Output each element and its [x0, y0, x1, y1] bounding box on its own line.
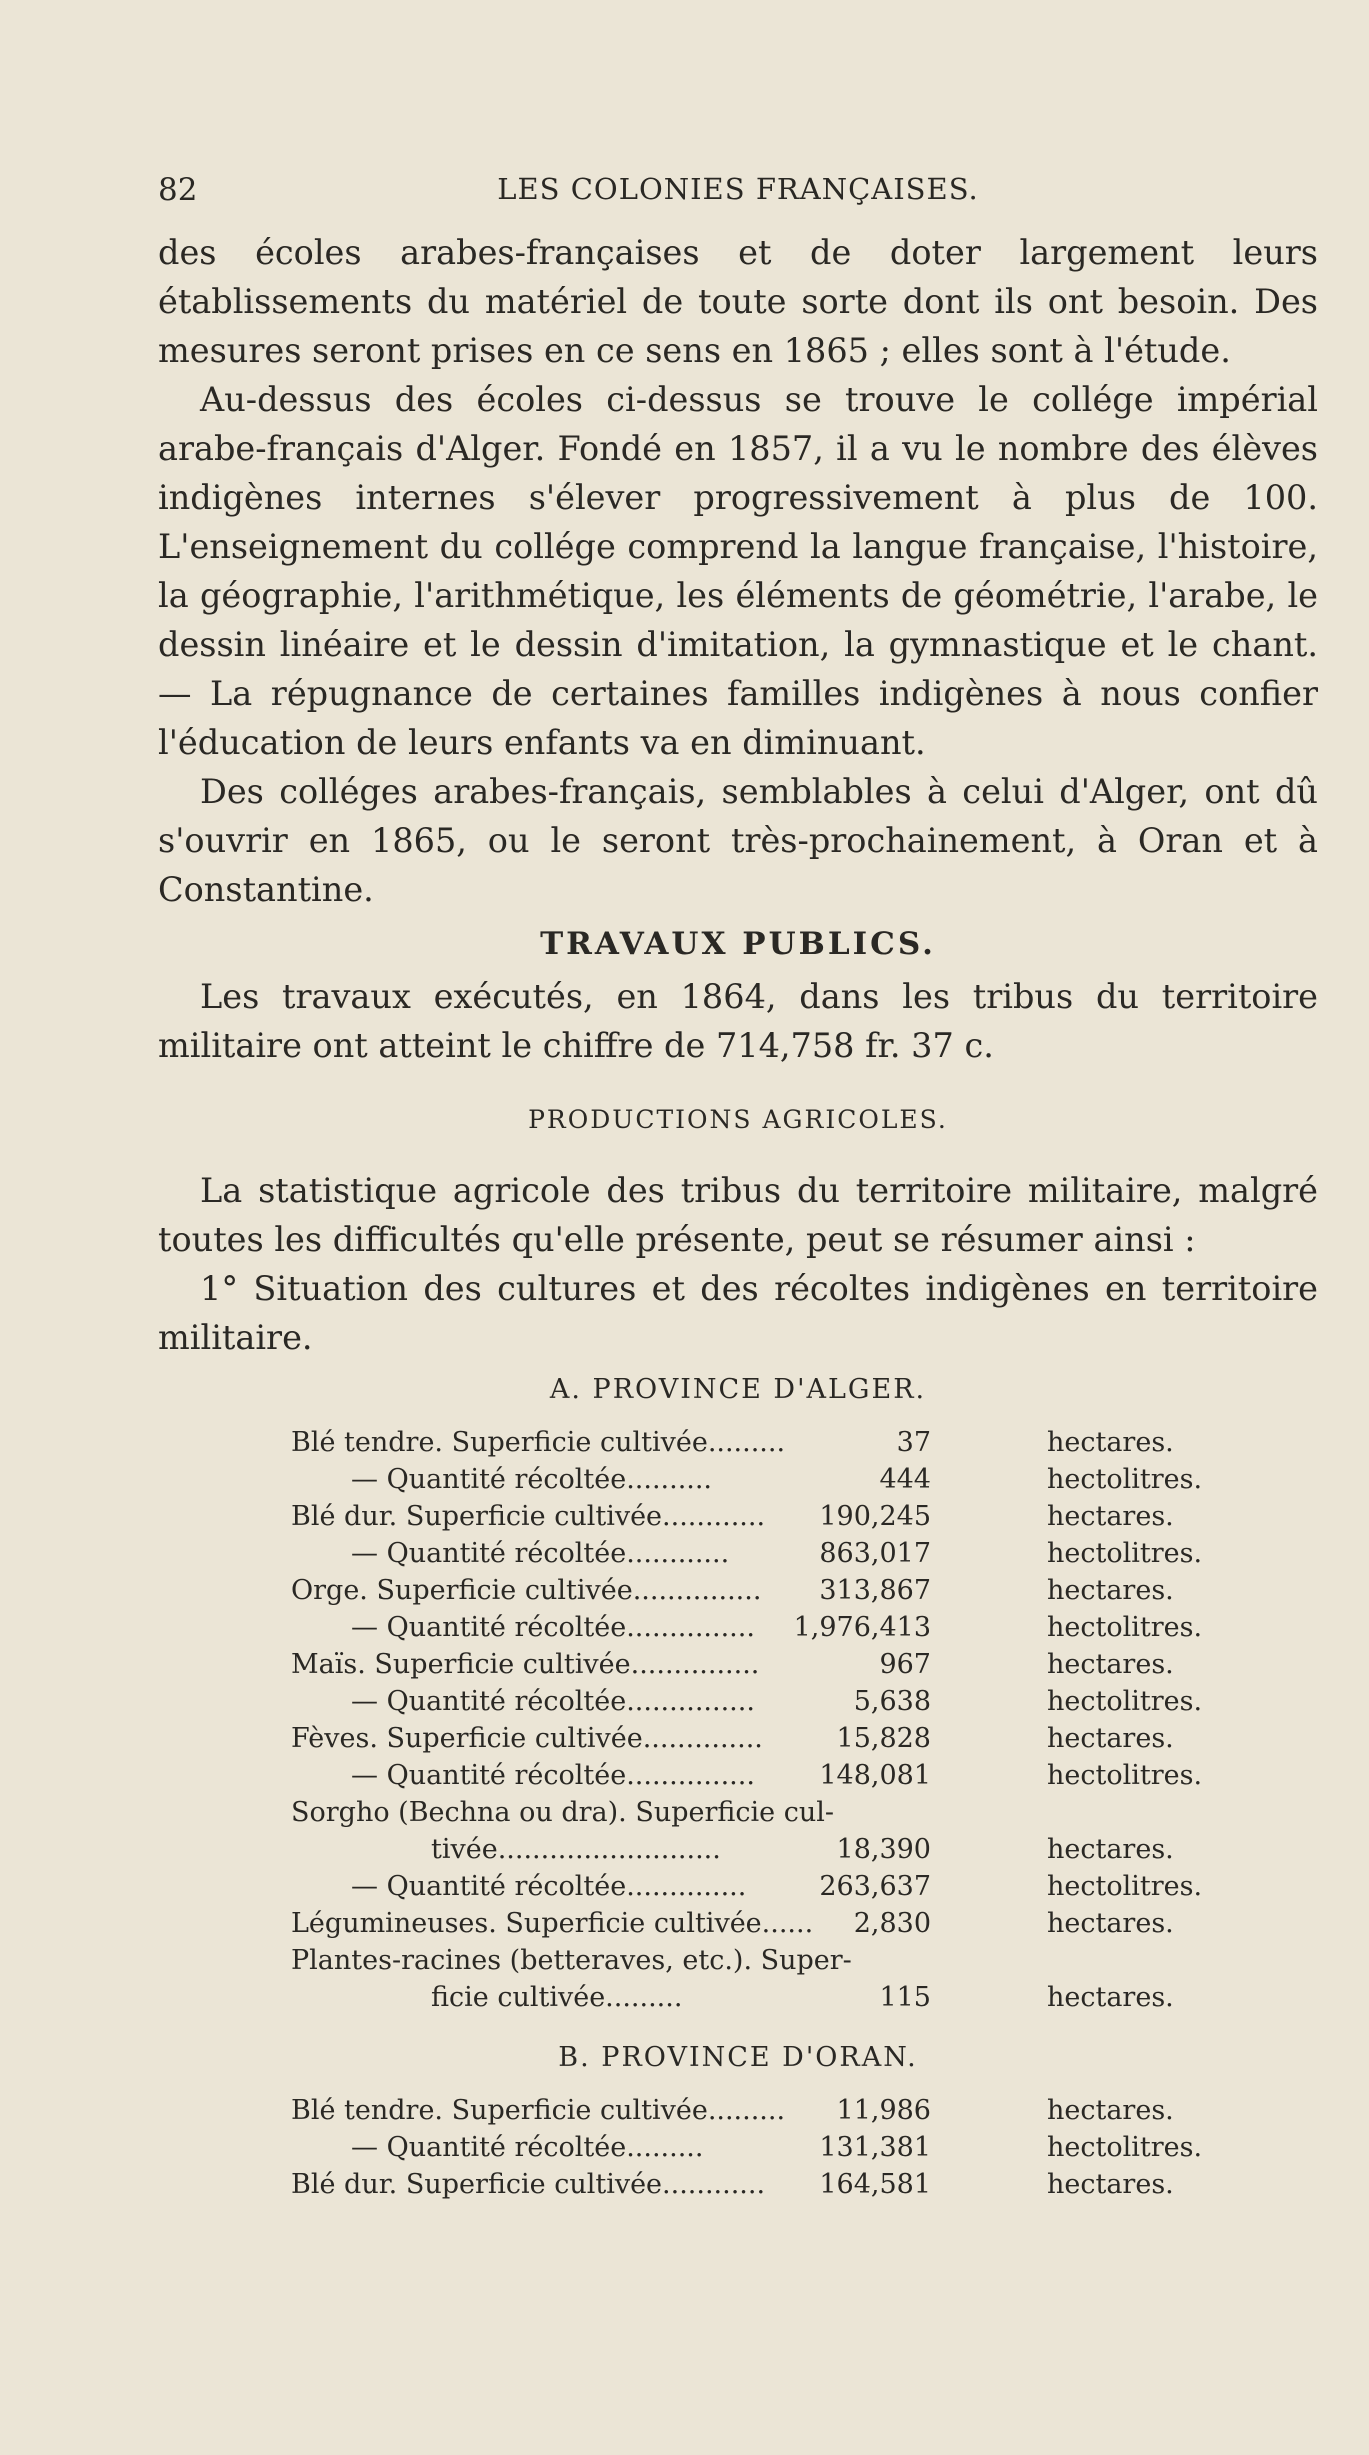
- row-label: [291, 1498, 871, 1535]
- row-label-text: — Quantité récoltée...............: [351, 1686, 755, 1717]
- table-row: [291, 2092, 1231, 2129]
- row-value: 1,976,413: [793, 1612, 931, 1643]
- section-title-productions: PRODUCTIONS AGRICOLES.: [528, 1105, 948, 1134]
- row-unit: hectares.: [1047, 1723, 1174, 1754]
- running-head: LES COLONIES FRANÇAISES.: [497, 172, 979, 206]
- row-unit: hectares.: [1047, 1649, 1174, 1680]
- table-row: [291, 1683, 1231, 1720]
- row-unit: hectolitres.: [1047, 2132, 1203, 2163]
- table-row: [291, 2166, 1231, 2203]
- row-label: [291, 1461, 931, 1498]
- table-row: [291, 1905, 1231, 1942]
- province-title-alger: A. PROVINCE D'ALGER.: [549, 1374, 927, 1405]
- paragraph: des écoles arabes-françaises et de doter largement leurs établissements du matériel de toute sorte dont ils ont besoin. Des mesures seront prises en ce sens en 1865 ; elles sont à l'étude.: [158, 233, 1318, 370]
- table-row: [291, 1868, 1231, 1905]
- table-row: [291, 1646, 1231, 1683]
- row-label: [291, 1646, 871, 1683]
- row-value: 11,986: [836, 2095, 931, 2126]
- row-label-continuation: ficie cultivée.........: [431, 1982, 683, 2013]
- row-unit: hectolitres.: [1047, 1464, 1203, 1495]
- paragraph: Les travaux exécutés, en 1864, dans les tribus du territoire militaire ont atteint le chiffre de 714,758 fr. 37 c.: [158, 977, 1318, 1065]
- row-unit: hectares.: [1047, 1982, 1174, 2013]
- row-value: 148,081: [819, 1760, 931, 1791]
- row-label: [291, 1942, 871, 2016]
- row-value: 863,017: [819, 1538, 931, 1569]
- row-label: [291, 2092, 871, 2129]
- row-label-text: Légumineuses. Superficie cultivée......: [291, 1908, 814, 1939]
- table-row: [291, 2129, 1231, 2166]
- row-label: [291, 1794, 871, 1868]
- row-value: 115: [879, 1982, 931, 2013]
- row-unit: hectares.: [1047, 1575, 1174, 1606]
- row-unit: hectares.: [1047, 2169, 1174, 2200]
- row-label-text: Fèves. Superficie cultivée..............: [291, 1723, 763, 1754]
- table-row: [291, 1424, 1231, 1461]
- row-value: 967: [879, 1649, 931, 1680]
- table-row: [291, 1942, 1231, 2016]
- row-label-text: Blé dur. Superficie cultivée............: [291, 2169, 766, 2200]
- row-unit: hectares.: [1047, 1501, 1174, 1532]
- row-label-text: Blé dur. Superficie cultivée............: [291, 1501, 766, 1532]
- paragraph: 1° Situation des cultures et des récoltes indigènes en territoire militaire.: [158, 1269, 1318, 1357]
- row-label-text: — Quantité récoltée...............: [351, 1760, 755, 1791]
- page-header: [158, 172, 1318, 212]
- page-body: [158, 228, 1318, 2203]
- table-row: [291, 1757, 1231, 1794]
- statistics-table-oran: [291, 2092, 1231, 2203]
- table-row: [291, 1572, 1231, 1609]
- row-value: 313,867: [819, 1575, 931, 1606]
- row-value: 190,245: [819, 1501, 931, 1532]
- row-value: 164,581: [819, 2169, 931, 2200]
- row-value: 444: [879, 1464, 931, 1495]
- row-unit: hectares.: [1047, 1908, 1174, 1939]
- row-value: 5,638: [853, 1686, 931, 1717]
- row-label-text: — Quantité récoltée............: [351, 1538, 730, 1569]
- table-row: [291, 1720, 1231, 1757]
- statistics-table-alger: [291, 1424, 1231, 2016]
- row-label-text: Plantes-racines (betteraves, etc.). Super-: [291, 1945, 852, 1976]
- row-label: [291, 1424, 871, 1461]
- table-row: [291, 1535, 1231, 1572]
- row-label: [291, 1572, 871, 1609]
- row-label-continuation: tivée..........................: [431, 1834, 721, 1865]
- row-unit: hectolitres.: [1047, 1686, 1203, 1717]
- table-row: [291, 1609, 1231, 1646]
- row-label-text: — Quantité récoltée..........: [351, 1464, 713, 1495]
- row-unit: hectares.: [1047, 1834, 1174, 1865]
- row-label-text: Sorgho (Bechna ou dra). Superficie cul-: [291, 1797, 834, 1828]
- row-label-text: Blé tendre. Superficie cultivée.........: [291, 1427, 786, 1458]
- row-unit: hectolitres.: [1047, 1760, 1203, 1791]
- row-unit: hectares.: [1047, 1427, 1174, 1458]
- section-title-travaux: TRAVAUX PUBLICS.: [540, 926, 936, 962]
- paragraph: La statistique agricole des tribus du territoire militaire, malgré toutes les difficultés qu'elle présente, peut se résumer ainsi :: [158, 1171, 1318, 1259]
- table-row: [291, 1498, 1231, 1535]
- row-label: [291, 1720, 871, 1757]
- row-value: 18,390: [836, 1834, 931, 1865]
- row-unit: hectares.: [1047, 2095, 1174, 2126]
- row-label-text: Blé tendre. Superficie cultivée.........: [291, 2095, 786, 2126]
- province-title-oran: B. PROVINCE D'ORAN.: [558, 2042, 918, 2073]
- row-label: [291, 2166, 871, 2203]
- row-label: [291, 1905, 871, 1942]
- row-unit: hectolitres.: [1047, 1538, 1203, 1569]
- row-unit: hectolitres.: [1047, 1612, 1203, 1643]
- row-value: 131,381: [819, 2132, 931, 2163]
- row-label: [291, 1683, 931, 1720]
- row-label-text: Maïs. Superficie cultivée...............: [291, 1649, 760, 1680]
- row-label-text: Orge. Superficie cultivée...............: [291, 1575, 762, 1606]
- row-unit: hectolitres.: [1047, 1871, 1203, 1902]
- row-value: 15,828: [836, 1723, 931, 1754]
- row-value: 37: [896, 1427, 931, 1458]
- page-number: 82: [158, 172, 198, 208]
- row-label-text: — Quantité récoltée...............: [351, 1612, 755, 1643]
- row-label-text: — Quantité récoltée.........: [351, 2132, 704, 2163]
- table-row: [291, 1461, 1231, 1498]
- row-label-text: — Quantité récoltée..............: [351, 1871, 747, 1902]
- table-row: [291, 1794, 1231, 1868]
- row-value: 263,637: [819, 1871, 931, 1902]
- paragraph: Des colléges arabes-français, semblables à celui d'Alger, ont dû s'ouvrir en 1865, ou le seront très-prochainement, à Oran et à Constantine.: [158, 772, 1318, 909]
- paragraph: Au-dessus des écoles ci-dessus se trouve le collége impérial arabe-français d'Alger. Fondé en 1857, il a vu le nombre des élèves indigènes internes s'élever progressivement à plus de 100. L'enseignement du collége comprend la langue française, l'histoire, la géographie, l'arithmétique, les éléments de géométrie, l'arabe, le dessin linéaire et le dessin d'imitation, la gymnastique et le chant. — La répugnance de certaines familles indigènes à nous confier l'éducation de leurs enfants va en diminuant.: [158, 380, 1318, 762]
- row-value: 2,830: [853, 1908, 931, 1939]
